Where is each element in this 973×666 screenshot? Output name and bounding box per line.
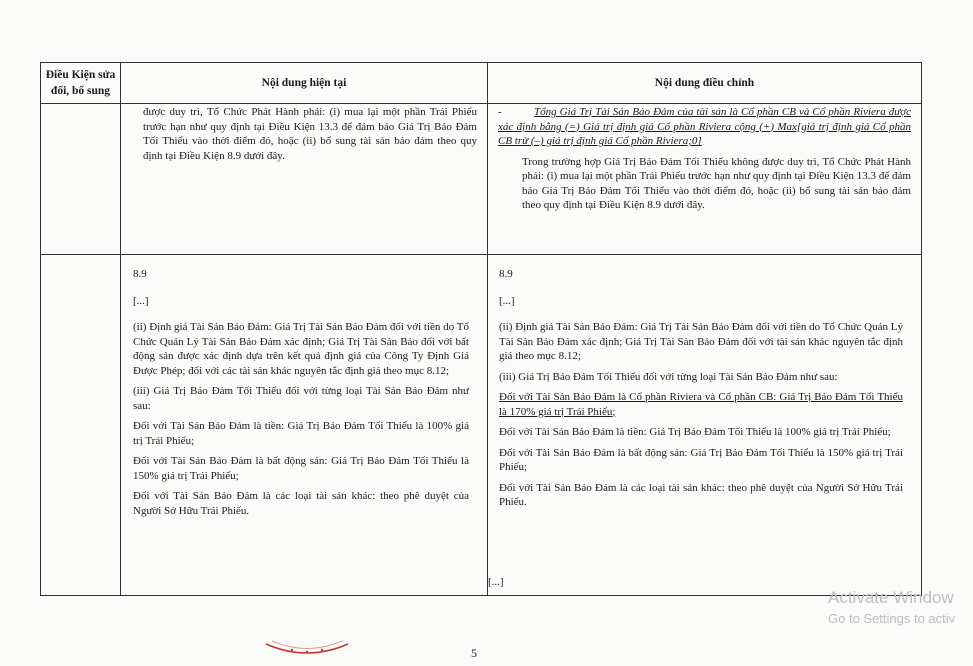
adjusted-cell (488, 104, 922, 255)
activation-watermark-title: Activate Window (828, 588, 954, 607)
adjusted-paragraph: Đối với Tài Sản Bảo Đảm là bất động sản: Giá Trị Bảo Đảm Tối Thiểu là 150% giá trị Trái Phiếu; (499, 446, 903, 473)
header-current-content: Nội dung hiện tại (121, 63, 488, 104)
current-cell (121, 255, 488, 596)
header-adjusted-content: Nội dung điều chỉnh (488, 63, 922, 104)
activation-watermark-subtitle: Go to Settings to activ (828, 611, 956, 626)
adjusted-underlined-text: - Tổng Giá Trị Tài Sản Bảo Đảm của tài sản là Cổ phần CB và Cổ phần Riviera được xác định bằng (=) Giá trị định giá Cổ phần Riviera cộng (+) Max[giá trị định giá Cổ phần CB trừ (–) giá trị định giá Cổ phần Riviera;0] (498, 106, 911, 147)
clause-number: 8.9 (499, 268, 513, 280)
ellipsis: [...] (133, 294, 149, 307)
current-paragraph: (iii) Giá Trị Bảo Đảm Tối Thiểu đối với từng loại Tài Sản Bảo Đảm như sau: (133, 385, 469, 412)
table-row (41, 104, 922, 255)
adjusted-paragraph: Đối với Tài Sản Bảo Đảm là các loại tài sản khác: theo phê duyệt của Người Sở Hữu Trái Phiếu. (499, 481, 903, 508)
table-row (41, 255, 922, 596)
conditions-cell (41, 255, 121, 596)
current-paragraph: (ii) Định giá Tài Sản Bảo Đảm: Giá Trị Tài Sản Bảo Đảm đối với tiền do Tổ Chức Quản Lý Tài Sản Bảo Đảm xác định; Giá Trị Tài Sản Bảo đối với bất động sản được xác định dựa trên kết quả định giá của Công Ty Định Giá Được Phép; đối với các tài sản khác nguyên tắc định giá theo mục 8.12; (133, 321, 469, 377)
adjusted-paragraph: Đối với Tài Sản Bảo Đảm là tiền: Giá Trị Bảo Đảm Tối Thiểu là 100% giá trị Trái Phiếu; (499, 426, 891, 438)
adjusted-underlined-paragraph: Đối với Tài Sản Bảo Đảm là Cổ phần Riviera và Cổ phần CB: Giá Trị Bảo Đảm Tối Thiểu là 170% giá trị Trái Phiếu; (499, 391, 903, 418)
current-cell (121, 104, 488, 255)
table-header-row (41, 63, 922, 104)
current-paragraph: Đối với Tài Sản Bảo Đảm là tiền: Giá Trị Bảo Đảm Tối Thiểu là 100% giá trị Trái Phiếu; (133, 420, 469, 447)
list-dash: - (498, 106, 502, 118)
current-paragraph: Đối với Tài Sản Bảo Đảm là các loại tài sản khác: theo phê duyệt của Người Sở Hữu Trái Phiếu. (133, 490, 469, 517)
adjusted-cell (488, 255, 922, 596)
ellipsis-end: [...] (488, 575, 504, 588)
adjusted-paragraph: (ii) Định giá Tài Sản Bảo Đảm: Giá Trị Tài Sản Bảo Đảm đối với tiền do Tổ Chức Quản Lý Tài Sản Bảo Đảm xác định; Giá Trị Tài Sản Bảo Đảm đối với tài sản khác nguyên tắc định giá theo mục 8.12; (499, 321, 903, 362)
clause-number: 8.9 (133, 268, 147, 280)
header-conditions: Điều Kiện sửa đổi, bổ sung (41, 63, 121, 104)
current-text: được duy trì, Tổ Chức Phát Hành phải: (i) mua lại một phần Trái Phiếu trước hạn như quy định tại Điều Kiện 13.3 để đảm bảo Giá Trị Bảo Đảm Tối Thiểu vào thời điểm đó, hoặc (ii) bổ sung tài sản bảo đảm theo quy định tại Điều Kiện 8.9 dưới đây. (143, 106, 477, 162)
amendment-table (40, 62, 922, 596)
adjusted-paragraph: (iii) Giá Trị Bảo Đảm Tối Thiểu đối với từng loại Tài Sản Bảo Đảm như sau: (499, 370, 838, 383)
page-number: 5 (471, 646, 477, 660)
current-paragraph: Đối với Tài Sản Bảo Đảm là bất động sản: Giá Trị Bảo Đảm Tối Thiểu là 150% giá trị Trái Phiếu; (133, 455, 469, 482)
ellipsis: [...] (499, 294, 515, 307)
adjusted-body-text: Trong trường hợp Giá Trị Bảo Đảm Tối Thiểu không được duy trì, Tổ Chức Phát Hành phải: (i) mua lại một phần Trái Phiếu trước hạn như quy định tại Điều Kiện 13.3 để đảm bảo Giá Trị Bảo Đảm Tối Thiểu vào thời điểm đó, hoặc (ii) bổ sung tài sản bảo đảm theo quy định tại Điều Kiện 8.9 dưới đây. (522, 155, 911, 211)
conditions-cell (41, 104, 121, 255)
